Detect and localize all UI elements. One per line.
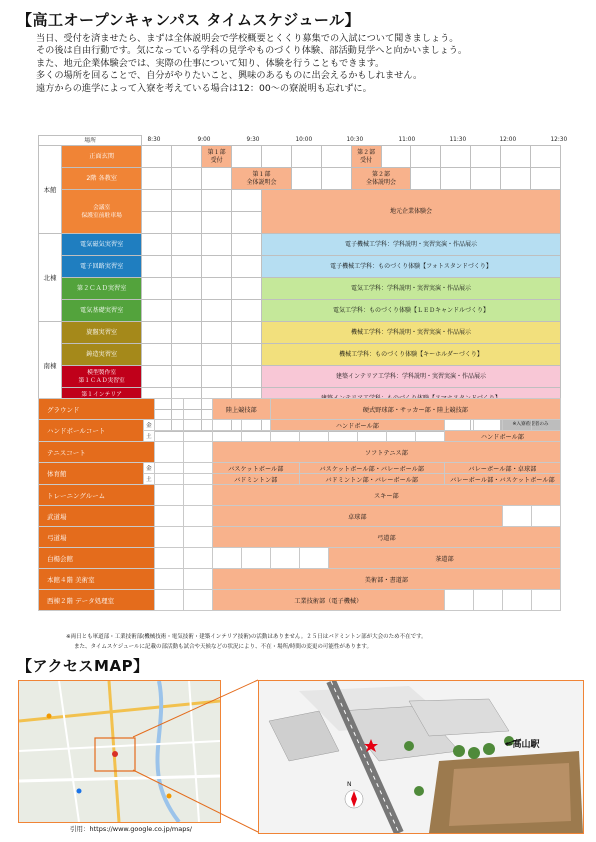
- room-label: 第２ＣＡＤ実習室: [61, 278, 142, 300]
- event-cell: 第２部 受付: [351, 146, 381, 168]
- day-label: 土: [143, 474, 154, 485]
- club-place: 本館４階 美術室: [39, 569, 155, 590]
- club-event: 弓道部: [212, 527, 560, 548]
- time-label: 8:30: [147, 136, 161, 143]
- time-label: 11:00: [398, 136, 416, 143]
- room-label: 2階 各教室: [61, 168, 142, 190]
- event-cell: 第１部 受付: [202, 146, 232, 168]
- intro-line: 多くの場所を回ることで、自分がやりたいこと、興味のあるものに出会えるかもしれません。: [36, 70, 423, 82]
- club-place: テニスコート: [39, 442, 155, 463]
- intro-line: その後は自由行動です。気になっている学科の見学やものづくり体験、部活動見学へと向かいましょう。: [36, 45, 468, 57]
- club-place: グラウンド: [39, 399, 155, 420]
- room-label: 電気基礎実習室: [61, 300, 142, 322]
- campus-illustration[interactable]: [258, 680, 584, 834]
- club-event: ソフトテニス部: [212, 442, 560, 463]
- event-cell: 建築インテリア工学科：学科説明・実習実演・作品展示: [262, 366, 561, 388]
- room-label: 模型製作室 第１ＣＡＤ実習室: [61, 366, 142, 388]
- club-event: バスケットボール部: [212, 463, 299, 474]
- event-cell: 第１部 全体説明会: [232, 168, 292, 190]
- building-label: 南棟: [39, 322, 62, 410]
- page-title: 【高工オープンキャンパス タイムスケジュール】: [17, 11, 361, 29]
- event-cell: 電子機械工学科：学科説明・実習実演・作品展示: [262, 234, 561, 256]
- map-credit: 引用：https://www.google.co.jp/maps/: [70, 825, 192, 833]
- club-place: トレーニングルーム: [39, 485, 155, 506]
- building-label: 北棟: [39, 234, 62, 322]
- event-cell: 機械工学科：学科説明・実習実演・作品展示: [262, 322, 561, 344]
- day-label: 金: [143, 420, 154, 431]
- time-label: 10:30: [346, 136, 364, 143]
- room-label: 第１インテリア: [61, 388, 142, 410]
- building-label: 本館: [39, 146, 62, 234]
- event-cell: 第２部 全体説明会: [351, 168, 411, 190]
- room-label: 電気磁気実習室: [61, 234, 142, 256]
- club-event: 卓球部: [212, 506, 502, 527]
- club-event: ハンドボール部: [270, 420, 444, 431]
- event-cell: 電子機械工学科：ものづくり体験【フォトスタンドづくり】: [262, 256, 561, 278]
- club-place: 白楊会館: [39, 548, 155, 569]
- station-label: ←高山駅: [505, 740, 540, 750]
- place-header: 場所: [39, 136, 142, 146]
- club-event: バスケットボール部・バレーボール部: [299, 463, 444, 474]
- room-label: 旋盤実習室: [61, 322, 142, 344]
- club-place: 武道場: [39, 506, 155, 527]
- intro-line: 遠方からの進学によって入寮を考えている場合は12：00～の寮説明も忘れずに。: [36, 82, 372, 94]
- event-cell: 電気工学科：学科説明・実習実演・作品展示: [262, 278, 561, 300]
- intro-line: また、地元企業体験会では、実際の仕事について知り、体験を行うこともできます。: [36, 57, 385, 69]
- intro-line: 当日、受付を済ませたら、まずは全体説明会で学校概要とくくり募集での入試について聞きましょう。: [36, 33, 459, 44]
- club-event: 硬式野球部・サッカー部・陸上競技部: [270, 399, 560, 420]
- campus-graphic: [259, 681, 583, 833]
- club-place: 体育館: [39, 463, 144, 485]
- club-event: バドミントン部: [212, 474, 299, 485]
- room-label: 電子回路実習室: [61, 256, 142, 278]
- time-label: 10:00: [295, 136, 313, 143]
- note-line: また、タイムスケジュールに記載の部活動も試合や天候などの状況により、不在・場所/時間の変更の可能性があります。: [74, 644, 372, 650]
- club-event: 美術部・書道部: [212, 569, 560, 590]
- club-place: 弓道場: [39, 527, 155, 548]
- access-title: 【アクセスMAP】: [17, 657, 149, 675]
- event-cell: 地元企業体験会: [262, 190, 561, 234]
- room-label: 鋳造実習室: [61, 344, 142, 366]
- room-label: 会議室 保護室前駐車場: [61, 190, 142, 234]
- room-label: 正面玄関: [61, 146, 142, 168]
- club-event: 茶道部: [328, 548, 560, 569]
- event-cell: 電気工学科：ものづくり体験【ＬＥＤキャンドルづくり】: [262, 300, 561, 322]
- club-event: バレーボール部・バスケットボール部: [444, 474, 560, 485]
- club-event: バドミントン部・バレーボール部: [299, 474, 444, 485]
- event-cell: 機械工学科：ものづくり体験【キーホルダーづくり】: [262, 344, 561, 366]
- time-label: 9:30: [246, 136, 260, 143]
- club-event: ハンドボール部: [444, 431, 560, 442]
- club-event: バレーボール部・卓球部: [444, 463, 560, 474]
- time-label: 12:30: [550, 136, 568, 143]
- club-event: 工業技術部（電子機械）: [212, 590, 444, 611]
- day-label: 金: [143, 463, 154, 474]
- time-label: 12:00: [499, 136, 517, 143]
- event-cell: ※入寮希望者のみ: [501, 410, 561, 432]
- note-line: ※両日とも軍道部・工業技術部(機械技術・電気技術・建築インテリア技術)の活動はありません。２５日はバドミントン部が大会のため不在です。: [66, 634, 427, 640]
- day-label: 土: [143, 431, 154, 442]
- club-event: 陸上競技部: [212, 399, 270, 420]
- club-event: スキー部: [212, 485, 560, 506]
- time-label: 11:30: [449, 136, 467, 143]
- time-label: 9:00: [197, 136, 211, 143]
- north-label: N: [347, 781, 352, 788]
- club-place: ハンドボールコート: [39, 420, 144, 442]
- club-place: 西棟２階 データ処理室: [39, 590, 155, 611]
